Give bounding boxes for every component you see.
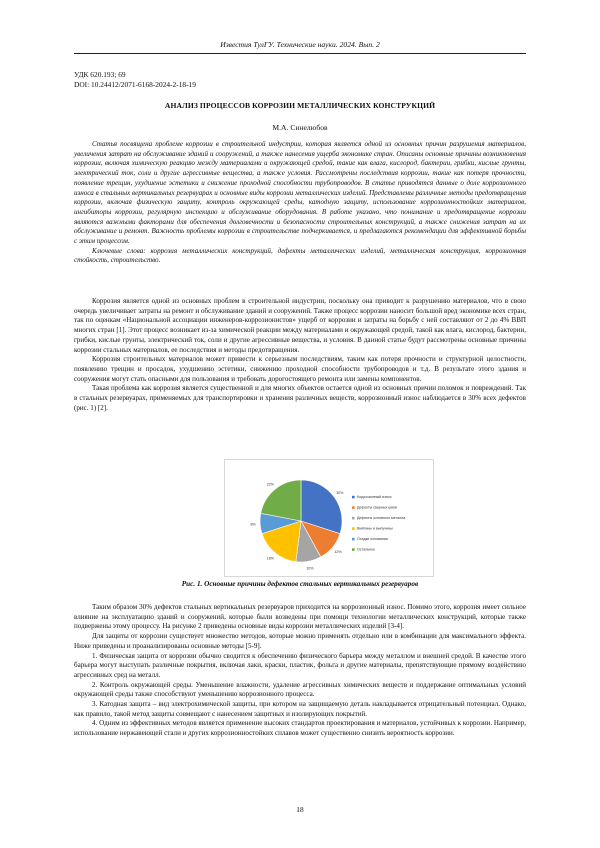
author: М.А. Синелюбов	[272, 123, 328, 132]
legend-label: Дефекты основного металла	[357, 516, 406, 520]
udc-code: УДК 620.193; 69	[74, 70, 126, 79]
pie-data-label: 8%	[250, 522, 256, 527]
pie-data-label: 10%	[306, 566, 314, 571]
pie-data-label: 12%	[334, 549, 342, 554]
body-paragraph: Таким образом 30% дефектов стальных вертикальных резервуаров приходится на коррозионный износ. Помимо этого, коррозия имеет сильное влияние на эксплуатацию зданий и сооружений, которые были возведены при помощи технологии металлических конструкций, которые также подвержены этому процессу. На рисунке 2 приведены основные виды коррозии металлических изделий [3-4].	[74, 603, 526, 631]
legend-swatch	[352, 506, 355, 509]
abstract-block	[74, 140, 526, 266]
pie-chart-svg	[225, 460, 433, 576]
body-top	[74, 297, 526, 413]
body-paragraph: 1. Физическая защита от коррозии обычно сводится к обеспечению физического барьера между металлом и внешней средой. В качестве этого барьера могут выступать различные покрытия, включая лаки, краски, пластик, фольга и другие материалы, препятствующие прямому воздействию агрессивных сред на металл.	[74, 651, 526, 679]
legend-label: Осадки основания	[357, 537, 388, 541]
body-paragraph: 3. Катодная защита – вид электрохимической защиты, при котором на защищаемую деталь накладывается отрицательный потенциал. Однако, как правило, такой метод защиты совмещают с нанесением защитных и изолирующих покрытий.	[74, 700, 526, 718]
legend-swatch	[352, 548, 355, 551]
legend-swatch	[352, 538, 355, 541]
legend-label: Дефекты сварных швов	[357, 505, 397, 510]
pie-data-label: 30%	[336, 491, 344, 496]
doi: DOI: 10.24412/2071-6168-2024-2-18-19	[74, 80, 196, 89]
body-paragraph: Для защиты от коррозии существует множество методов, которые можно применять отдельно или в комбинации для максимального эффекта. Ниже приведены и проанализированы основные методы [5-9].	[74, 632, 526, 650]
body-paragraph: Такая проблема как коррозия является существенной и для многих объектов остается одной из основных причин поломок и повреждений. Так в стальных резервуарах, применяемых для транспортировки и хранения различных веществ, коррозионный износ наблюдается в 30% всех дефектов (рис. 1) [2].	[74, 384, 526, 412]
legend-swatch	[352, 527, 355, 530]
legend-label: Вмятины и выпучины	[357, 526, 393, 531]
legend-label: Коррозионный износ	[357, 495, 392, 499]
keywords: Ключевые слова: коррозия металлических конструкций, дефекты металлических изделий, металлическая конструкция, коррозионная стойкость, строительство.	[74, 246, 526, 265]
body-paragraph: 2. Контроль окружающей среды. Уменьшение влажности, удаление агрессивных химических веществ и поддержание оптимальных условий окружающей среды также способствуют уменьшению коррозионного процесса.	[74, 680, 526, 699]
abstract: Статья посвящена проблеме коррозии в строительной индустрии, которая является одной из основных причин разрушения материалов, увеличения затрат на обслуживание зданий и сооружений, а также нанесения ущерба экономике стран. Описаны основные причины возникновения коррозии, включая химическую реакцию между материалами и окружающей средой, такие как влага, кислород, бактерии, грибки, кислые грунты, электрический ток, соли и другие агрессивные вещества, а также условия. Рассмотрены последствия коррозии, такие как потеря прочности, появление трещин, ухудшение эстетики и снижение проходной способности трубопроводов. В статье приводятся данные о доле коррозионного износа в стальных вертикальных резервуарах и основные виды коррозии металлических изделий. Представлены различные методы предотвращения коррозии, включая физическую защиту, контроль окружающей среды, катодную защиту, использование коррозионностойких материалов, ингибиторы коррозии, регулярную инспекцию и обслуживание оборудования. В работе указано, что понимание и предотвращение коррозии являются важными факторами для обеспечения долговечности и безопасности строительных конструкций, а также снижения затрат на их обслуживание и ремонт. Важность проблемы коррозии в строительстве подчеркивается, и предлагаются рекомендации для эффективной борьбы с этим процессом.	[74, 140, 526, 246]
page-number: 18	[296, 805, 304, 814]
running-head: Известия ТулГУ. Технические науки. 2024. Вып. 2	[220, 40, 380, 49]
pie-data-label: 18%	[266, 556, 275, 561]
body-paragraph: Коррозия строительных материалов может привести к серьезным последствиям, таким как потеря прочности и структурной целостности, появлению трещин и просадок, ухудшению эстетики, снижению проходной способности трубопроводов и т.д. В результате этого здания и сооружения могут стать опасными для пользования и требовать дорогостоящего ремонта или замены компонентов.	[74, 355, 526, 383]
article-title: АНАЛИЗ ПРОЦЕССОВ КОРРОЗИИ МЕТАЛЛИЧЕСКИХ КОНСТРУКЦИЙ	[164, 101, 436, 110]
body-paragraph: Коррозия является одной из основных проблем в строительной индустрии, поскольку она приводит к разрушению материалов, что в свою очередь увеличивает затраты на ремонт и обслуживание зданий и сооружений. Также процесс коррозии наносит большой вред экономике всех стран, так по оценкам «Национальной ассоциации инженеров-коррозионистов» ущерб от коррозии и затраты на борьбу с ней составляют от 2 до 4% ВВП многих стран [1]. Этот процесс возникает из-за химической реакции между материалами и окружающей средой, такой как влага, кислород, бактерии, грибки, кислые грунты, электрический ток, соли и другие агрессивные вещества, и условия. В данной статье будут рассмотрены основные причины коррозии стальных материалов, ее последствия и методы предотвращения.	[74, 297, 526, 354]
legend-swatch	[352, 496, 355, 499]
pie-chart	[224, 459, 434, 577]
pie-data-label: 22%	[266, 482, 275, 487]
header-rule	[74, 53, 526, 54]
body-paragraph: 4. Одним из эффективных методов является применение высоких стандартов проектирования и материалов, устойчивых к коррозии. Например, использование нержавеющей стали и других коррозионностойких сплавов может существенно снизить вероятность коррозии.	[74, 719, 526, 738]
body-bottom	[74, 603, 526, 739]
figure-caption: Рис. 1. Основные причины дефектов стальных вертикальных резервуаров	[181, 580, 419, 588]
legend-label: Остальное	[357, 547, 376, 552]
legend-swatch	[352, 517, 355, 520]
